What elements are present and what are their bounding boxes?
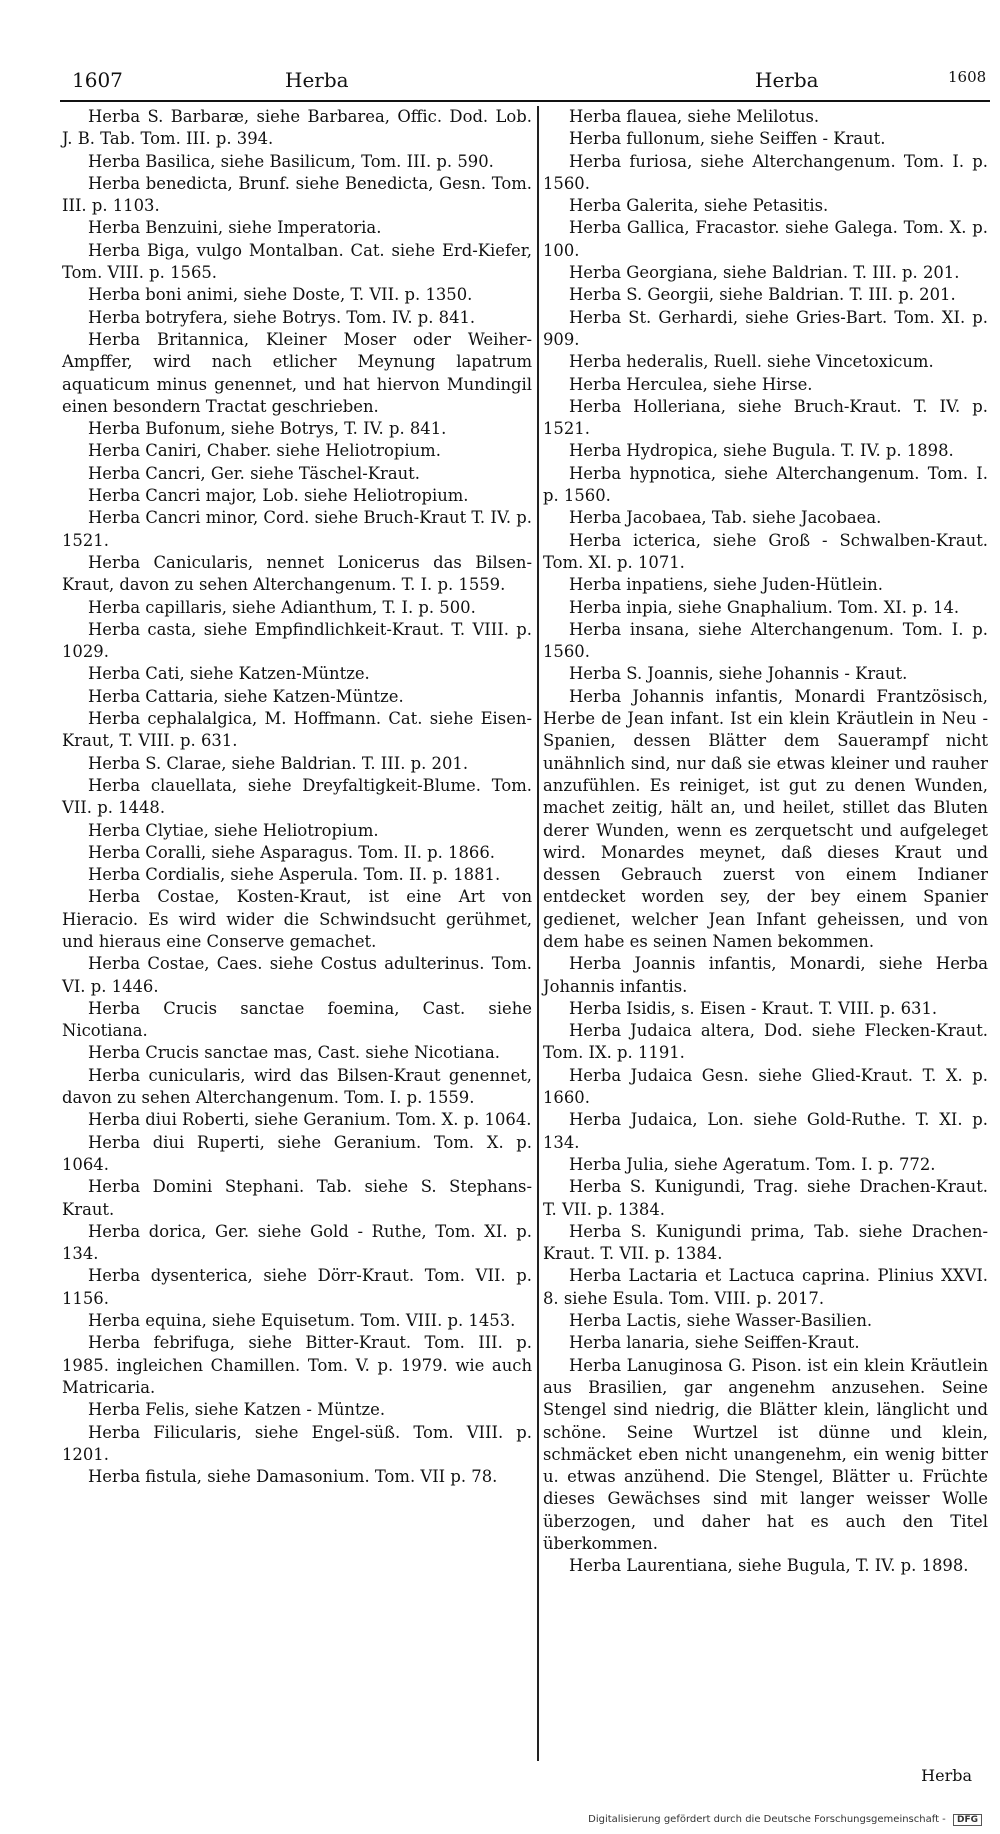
right-page-number: 1608: [948, 68, 987, 86]
entry: Herba Domini Stephani. Tab. siehe S. Stephans-Kraut.: [62, 1177, 532, 1219]
entry: Herba Crucis sanctae mas, Cast. siehe Nicotiana.: [88, 1043, 500, 1063]
entry: Herba Judaica Gesn. siehe Glied-Kraut. T. X. p. 1660.: [543, 1065, 988, 1108]
entry: Herba S. Kunigundi, Trag. siehe Drachen-Kraut. T. VII. p. 1384.: [543, 1177, 988, 1219]
entry: Herba S. Georgii, siehe Baldrian. T. III. p. 201.: [569, 285, 956, 305]
catchword: Herba: [921, 1766, 972, 1785]
entry: Herba S. Barbaræ, siehe Barbarea, Offic. Dod. Lob. J. B. Tab. Tom. III. p. 394.: [62, 107, 532, 149]
entry: Herba cephalalgica, M. Hoffmann. Cat. siehe Eisen-Kraut, T. VIII. p. 631.: [62, 709, 532, 751]
entry: Herba Clytiae, siehe Heliotropium.: [88, 820, 379, 840]
entry: Herba Costae, Caes. siehe Costus adulterinus. Tom. VI. p. 1446.: [62, 954, 532, 996]
entry: Herba febrifuga, siehe Bitter-Kraut. Tom. III. p. 1985. ingleichen Chamillen. Tom. V. p. 1979. wie auch Matricaria.: [62, 1333, 532, 1397]
entry: Herba Lanuginosa G. Pison. ist ein klein Kräutlein aus Brasilien, gar angenehm anzusehen. Seine Stengel sind niedrig, die Blätter klein, länglicht und schöne. Seine Wurtzel ist dünne und klein, schmäcket eben nicht unangenehm, ein wenig bitter u. etwas anzühend. Die Stengel, Blätter u. Früchte dieses Gewächses sind mit langer weisser Wolle überzogen, und daher hat es auch den Titel überkommen.: [543, 1355, 988, 1553]
entry: Herba hederalis, Ruell. siehe Vincetoxicum.: [569, 352, 934, 372]
entry: Herba Cancri major, Lob. siehe Heliotropium.: [88, 486, 469, 506]
entry: Herba Laurentiana, siehe Bugula, T. IV. p. 1898.: [569, 1556, 969, 1576]
entry: Herba Jacobaea, Tab. siehe Jacobaea.: [569, 508, 882, 528]
footer-text: Digitalisierung gefördert durch die Deutsche Forschungsgemeinschaft -: [588, 1814, 946, 1825]
entry: Herba Caniri, Chaber. siehe Heliotropium.: [88, 441, 441, 461]
entry: Herba diui Ruperti, siehe Geranium. Tom. X. p. 1064.: [62, 1132, 532, 1174]
entry: Herba fistula, siehe Damasonium. Tom. VII p. 78.: [88, 1467, 498, 1487]
entry: Herba hypnotica, siehe Alterchangenum. Tom. I. p. 1560.: [543, 463, 988, 506]
right-running-title: Herba: [755, 68, 819, 92]
entry: Herba Britannica, Kleiner Moser oder Weiher-Ampffer, wird nach etlicher Meynung lapatrum aquaticum minus genennet, und hat hiervon Mundingil einen besondern Tractat geschrieben.: [62, 329, 532, 416]
digitization-footer: [588, 1814, 982, 1826]
left-column: [62, 106, 532, 1488]
page-header: [60, 68, 990, 108]
entry: Herba Canicularis, nennet Lonicerus das Bilsen-Kraut, davon zu sehen Alterchangenum. T. I. p. 1559.: [62, 552, 532, 595]
entry: Herba Johannis infantis, Monardi Frantzösisch, Herbe de Jean infant. Ist ein klein Kräutlein in Neu - Spanien, dessen Blätter dem Sauerampf nicht unähnlich sind, nur daß sie etwas kleiner und rauher anzufühlen. Es reiniget, ist gut zu denen Wunden, machet zeitig, hält an, und heilet, stillet das Bluten derer Wunden, wenn es zerquetscht und aufgeleget wird. Monardes meynet, daß dieses Kraut und dessen Gebrauch zuerst von einem Indianer entdecket worden sey, der bey einem Spanier gedienet, welcher Jean Infant geheissen, und von dem habe es seinen Namen bekommen.: [543, 686, 988, 951]
entry: Herba dorica, Ger. siehe Gold - Ruthe, Tom. XI. p. 134.: [62, 1221, 532, 1264]
entry: Herba S. Kunigundi prima, Tab. siehe Drachen-Kraut. T. VII. p. 1384.: [543, 1221, 988, 1264]
header-rule: [60, 100, 990, 102]
entry: Herba Herculea, siehe Hirse.: [569, 374, 813, 394]
entry: Herba Cancri minor, Cord. siehe Bruch-Kraut T. IV. p. 1521.: [62, 508, 532, 550]
entry: Herba benedicta, Brunf. siehe Benedicta, Gesn. Tom. III. p. 1103.: [62, 173, 532, 216]
entry: Herba S. Clarae, siehe Baldrian. T. III. p. 201.: [88, 753, 469, 773]
entry: Herba Julia, siehe Ageratum. Tom. I. p. 772.: [569, 1154, 936, 1174]
entry: Herba fullonum, siehe Seiffen - Kraut.: [569, 129, 886, 149]
entry: Herba St. Gerhardi, siehe Gries-Bart. Tom. XI. p. 909.: [543, 307, 988, 349]
entry: Herba boni animi, siehe Doste, T. VII. p. 1350.: [88, 285, 473, 305]
entry: Herba icterica, siehe Groß - Schwalben-Kraut. Tom. XI. p. 1071.: [543, 530, 988, 572]
entry: Herba casta, siehe Empfindlichkeit-Kraut. T. VIII. p. 1029.: [62, 619, 532, 662]
entry: Herba Holleriana, siehe Bruch-Kraut. T. IV. p. 1521.: [543, 396, 988, 439]
entry: Herba furiosa, siehe Alterchangenum. Tom. I. p. 1560.: [543, 151, 988, 193]
entry: Herba Crucis sanctae foemina, Cast. siehe Nicotiana.: [62, 998, 532, 1041]
entry: Herba Isidis, s. Eisen - Kraut. T. VIII. p. 631.: [569, 998, 938, 1018]
entry: Herba Judaica altera, Dod. siehe Flecken-Kraut. Tom. IX. p. 1191.: [543, 1021, 988, 1063]
entry: Herba Filicularis, siehe Engel-süß. Tom. VIII. p. 1201.: [62, 1422, 532, 1464]
entry: Herba botryfera, siehe Botrys. Tom. IV. p. 841.: [88, 307, 476, 327]
entry: Herba Galerita, siehe Petasitis.: [569, 196, 829, 216]
entry: Herba Hydropica, siehe Bugula. T. IV. p. 1898.: [569, 441, 954, 461]
entry: Herba cunicularis, wird das Bilsen-Kraut genennet, davon zu sehen Alterchangenum. Tom. I. p. 1559.: [62, 1065, 532, 1108]
entry: Herba inpatiens, siehe Juden-Hütlein.: [569, 575, 883, 595]
entry: Herba Lactaria et Lactuca caprina. Plinius XXVI. 8. siehe Esula. Tom. VIII. p. 2017.: [543, 1266, 988, 1308]
entry: Herba dysenterica, siehe Dörr-Kraut. Tom. VII. p. 1156.: [62, 1266, 532, 1308]
right-column: [543, 106, 988, 1578]
entry: Herba Cordialis, siehe Asperula. Tom. II. p. 1881.: [88, 865, 501, 885]
entry: Herba Cattaria, siehe Katzen-Müntze.: [88, 686, 404, 706]
entry: Herba Benzuini, siehe Imperatoria.: [88, 218, 382, 238]
entry: Herba Georgiana, siehe Baldrian. T. III. p. 201.: [569, 263, 960, 283]
entry: Herba Bufonum, siehe Botrys, T. IV. p. 841.: [88, 419, 447, 439]
entry: Herba S. Joannis, siehe Johannis - Kraut.: [569, 664, 908, 684]
entry: Herba Costae, Kosten-Kraut, ist eine Art von Hieracio. Es wird wider die Schwindsucht gerühmet, und hieraus eine Conserve gemachet.: [62, 887, 532, 951]
left-page-number: 1607: [72, 68, 123, 92]
entry: Herba clauellata, siehe Dreyfaltigkeit-Blume. Tom. VII. p. 1448.: [62, 775, 532, 818]
entry: Herba Judaica, Lon. siehe Gold-Ruthe. T. XI. p. 134.: [543, 1110, 988, 1152]
entry: Herba inpia, siehe Gnaphalium. Tom. XI. p. 14.: [569, 597, 960, 617]
entry: Herba Coralli, siehe Asparagus. Tom. II. p. 1866.: [88, 842, 495, 862]
entry: Herba diui Roberti, siehe Geranium. Tom. X. p. 1064.: [88, 1110, 532, 1130]
entry: Herba Joannis infantis, Monardi, siehe Herba Johannis infantis.: [543, 954, 988, 996]
entry: Herba Biga, vulgo Montalban. Cat. siehe Erd-Kiefer, Tom. VIII. p. 1565.: [62, 240, 532, 283]
entry: Herba equina, siehe Equisetum. Tom. VIII. p. 1453.: [88, 1311, 516, 1331]
entry: Herba Cati, siehe Katzen-Müntze.: [88, 664, 370, 684]
column-divider: [537, 106, 539, 1761]
entry: Herba insana, siehe Alterchangenum. Tom. I. p. 1560.: [543, 619, 988, 662]
left-running-title: Herba: [285, 68, 349, 92]
entry: Herba lanaria, siehe Seiffen-Kraut.: [569, 1333, 860, 1353]
dfg-logo: DFG: [953, 1814, 982, 1826]
entry: Herba Gallica, Fracastor. siehe Galega. Tom. X. p. 100.: [543, 218, 988, 260]
entry: Herba capillaris, siehe Adianthum, T. I. p. 500.: [88, 597, 476, 617]
entry: Herba Cancri, Ger. siehe Täschel-Kraut.: [88, 463, 420, 483]
entry: Herba Basilica, siehe Basilicum, Tom. III. p. 590.: [88, 151, 494, 171]
entry: Herba Felis, siehe Katzen - Müntze.: [88, 1400, 386, 1420]
entry: Herba Lactis, siehe Wasser-Basilien.: [569, 1311, 873, 1331]
entry: Herba flauea, siehe Melilotus.: [569, 107, 820, 126]
